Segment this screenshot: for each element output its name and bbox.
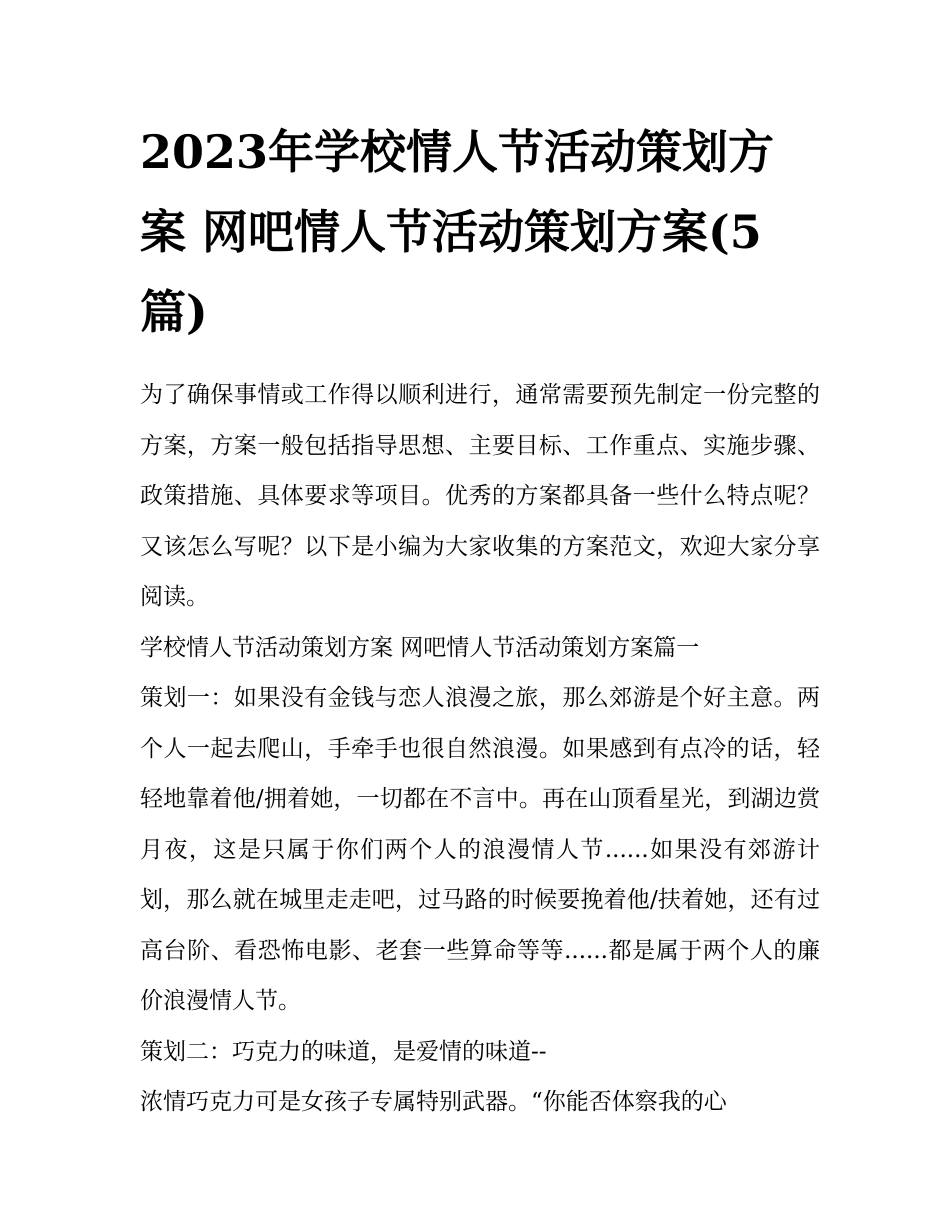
plan-two-heading: 策划二：巧克力的味道，是爱情的味道-- [140, 1038, 547, 1065]
plan-one-paragraph: 策划一：如果没有金钱与恋人浪漫之旅，那么郊游是个好主意。两个人一起去爬山，手牵手也很自然浪漫。如果感到有点冷的话，轻轻地靠着他/拥着她，一切都在不言中。再在山顶看星光，到湖边赏月夜，这是只属于你们两个人的浪漫情人节......如果没有郊游计划，那么就在城里走走吧，过马路的时候要挽着他/扶着她，还有过高台阶、看恐怖电影、老套一些算命等等......都是属于两个人的廉价浪漫情人节。 [140, 685, 820, 1014]
document-body [140, 370, 820, 1128]
plan-two-paragraph: 浓情巧克力可是女孩子专属特别武器。“你能否体察我的心 [140, 1089, 727, 1115]
document-title: 2023年学校情人节活动策划方案 网吧情人节活动策划方案(5篇) [140, 125, 775, 339]
document-page [140, 112, 820, 1128]
intro-paragraph: 为了确保事情或工作得以顺利进行，通常需要预先制定一份完整的方案，方案一般包括指导思想、主要目标、工作重点、实施步骤、政策措施、具体要求等项目。优秀的方案都具备一些什么特点呢？又该怎么写呢？以下是小编为大家收集的方案范文，欢迎大家分享阅读。 [140, 382, 820, 610]
section-heading: 学校情人节活动策划方案 网吧情人节活动策划方案篇一 [140, 634, 700, 661]
